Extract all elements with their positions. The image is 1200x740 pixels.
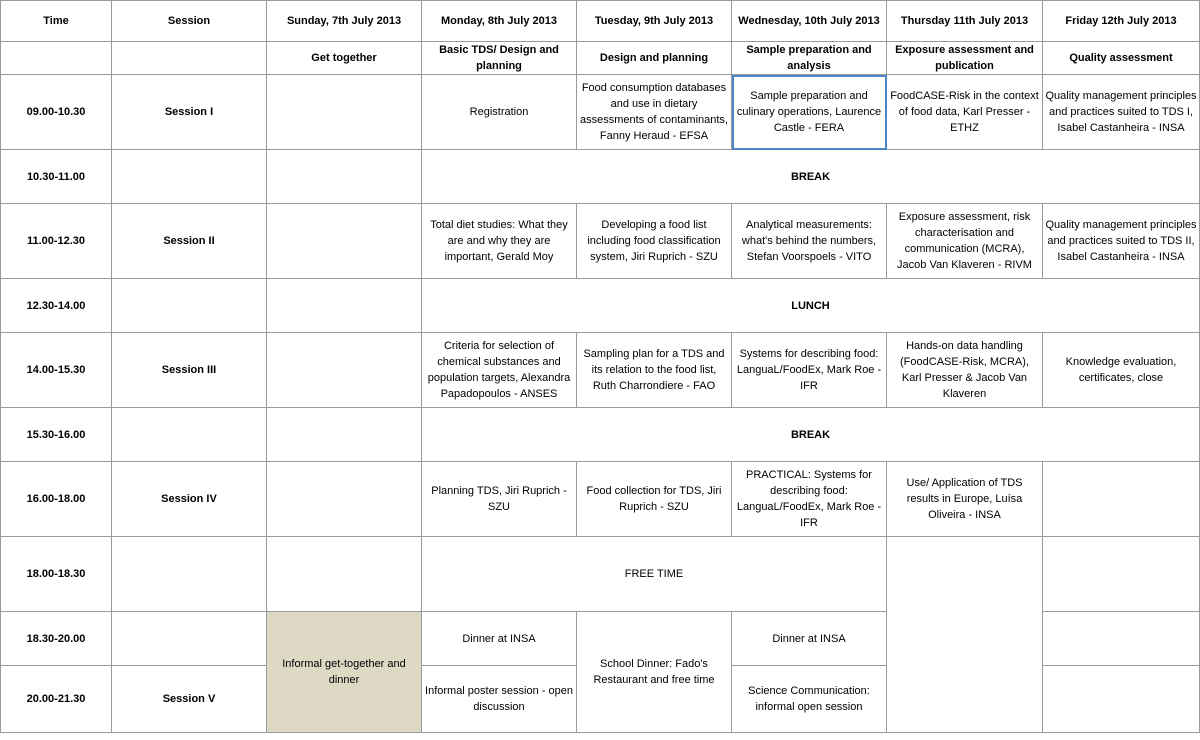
- theme-monday[interactable]: Basic TDS/ Design and planning: [422, 42, 577, 75]
- event-cell[interactable]: Food collection for TDS, Jiri Ruprich - SZU: [577, 462, 732, 537]
- empty-cell[interactable]: [267, 333, 422, 408]
- event-cell[interactable]: Quality management principles and practices suited to TDS I, Isabel Castanheira - INSA: [1043, 75, 1200, 150]
- empty-cell[interactable]: [267, 537, 422, 612]
- header-session[interactable]: Session: [112, 1, 267, 42]
- event-cell[interactable]: Registration: [422, 75, 577, 150]
- theme-wednesday[interactable]: Sample preparation and analysis: [732, 42, 887, 75]
- time-cell[interactable]: 16.00-18.00: [1, 462, 112, 537]
- event-cell[interactable]: Exposure assessment, risk characterisation and communication (MCRA), Jacob Van Klaveren - RIVM: [887, 204, 1043, 279]
- event-cell[interactable]: Informal poster session - open discussion: [422, 666, 577, 733]
- session-cell[interactable]: Session III: [112, 333, 267, 408]
- event-cell[interactable]: Analytical measurements: what's behind the numbers, Stefan Voorspoels - VITO: [732, 204, 887, 279]
- theme-friday[interactable]: Quality assessment: [1043, 42, 1200, 75]
- schedule-row: [1, 150, 1200, 204]
- empty-cell[interactable]: [267, 462, 422, 537]
- event-cell[interactable]: PRACTICAL: Systems for describing food: LanguaL/FoodEx, Mark Roe - IFR: [732, 462, 887, 537]
- empty-cell[interactable]: [112, 612, 267, 666]
- event-cell[interactable]: Developing a food list including food classification system, Jiri Ruprich - SZU: [577, 204, 732, 279]
- header-row: [1, 1, 1200, 42]
- time-cell[interactable]: 12.30-14.00: [1, 279, 112, 333]
- empty-cell[interactable]: [1043, 537, 1200, 612]
- event-cell[interactable]: Criteria for selection of chemical substances and population targets, Alexandra Papadopoulos - ANSES: [422, 333, 577, 408]
- schedule-row: [1, 537, 1200, 612]
- empty-cell[interactable]: [112, 42, 267, 75]
- informal-dinner-cell[interactable]: Informal get-together and dinner: [267, 612, 422, 733]
- theme-thursday[interactable]: Exposure assessment and publication: [887, 42, 1043, 75]
- header-monday[interactable]: Monday, 8th July 2013: [422, 1, 577, 42]
- event-cell[interactable]: Food consumption databases and use in dietary assessments of contaminants, Fanny Heraud - EFSA: [577, 75, 732, 150]
- event-cell[interactable]: Hands-on data handling (FoodCASE-Risk, MCRA), Karl Presser & Jacob Van Klaveren: [887, 333, 1043, 408]
- session-cell[interactable]: Session II: [112, 204, 267, 279]
- header-time[interactable]: Time: [1, 1, 112, 42]
- time-cell[interactable]: 14.00-15.30: [1, 333, 112, 408]
- schedule-row: [1, 279, 1200, 333]
- time-cell[interactable]: 09.00-10.30: [1, 75, 112, 150]
- time-cell[interactable]: 18.30-20.00: [1, 612, 112, 666]
- schedule-row: [1, 408, 1200, 462]
- session-cell[interactable]: Session IV: [112, 462, 267, 537]
- break-cell[interactable]: BREAK: [422, 408, 1200, 462]
- schedule-row: [1, 462, 1200, 537]
- schedule-row: [1, 204, 1200, 279]
- selected-event-cell[interactable]: Sample preparation and culinary operations, Laurence Castle - FERA: [732, 75, 887, 150]
- header-friday[interactable]: Friday 12th July 2013: [1043, 1, 1200, 42]
- event-cell[interactable]: Knowledge evaluation, certificates, close: [1043, 333, 1200, 408]
- event-cell[interactable]: School Dinner: Fado's Restaurant and free time: [577, 612, 732, 733]
- free-time-cell[interactable]: FREE TIME: [422, 537, 887, 612]
- event-cell[interactable]: Science Communication: informal open session: [732, 666, 887, 733]
- event-cell[interactable]: Systems for describing food: LanguaL/FoodEx, Mark Roe - IFR: [732, 333, 887, 408]
- header-wednesday[interactable]: Wednesday, 10th July 2013: [732, 1, 887, 42]
- empty-cell[interactable]: [112, 408, 267, 462]
- empty-cell[interactable]: [112, 279, 267, 333]
- time-cell[interactable]: 11.00-12.30: [1, 204, 112, 279]
- break-cell[interactable]: BREAK: [422, 150, 1200, 204]
- theme-tuesday[interactable]: Design and planning: [577, 42, 732, 75]
- session-cell[interactable]: Session V: [112, 666, 267, 733]
- session-cell[interactable]: Session I: [112, 75, 267, 150]
- event-cell[interactable]: Dinner at INSA: [732, 612, 887, 666]
- empty-cell[interactable]: [1043, 462, 1200, 537]
- empty-cell[interactable]: [267, 279, 422, 333]
- empty-cell[interactable]: [267, 408, 422, 462]
- time-cell[interactable]: 18.00-18.30: [1, 537, 112, 612]
- empty-cell[interactable]: [1043, 666, 1200, 733]
- theme-sunday[interactable]: Get together: [267, 42, 422, 75]
- header-thursday[interactable]: Thursday 11th July 2013: [887, 1, 1043, 42]
- empty-cell[interactable]: [267, 150, 422, 204]
- empty-cell[interactable]: [267, 75, 422, 150]
- empty-cell[interactable]: [1, 42, 112, 75]
- time-cell[interactable]: 15.30-16.00: [1, 408, 112, 462]
- event-cell[interactable]: Use/ Application of TDS results in Europe, Luísa Oliveira - INSA: [887, 462, 1043, 537]
- event-cell[interactable]: Planning TDS, Jiri Ruprich - SZU: [422, 462, 577, 537]
- time-cell[interactable]: 20.00-21.30: [1, 666, 112, 733]
- event-cell[interactable]: Dinner at INSA: [422, 612, 577, 666]
- event-cell[interactable]: Quality management principles and practices suited to TDS II, Isabel Castanheira - INSA: [1043, 204, 1200, 279]
- empty-cell[interactable]: [1043, 612, 1200, 666]
- empty-cell[interactable]: [267, 204, 422, 279]
- schedule-row: [1, 75, 1200, 150]
- empty-cell[interactable]: [112, 537, 267, 612]
- schedule-row: [1, 333, 1200, 408]
- header-tuesday[interactable]: Tuesday, 9th July 2013: [577, 1, 732, 42]
- event-cell[interactable]: FoodCASE-Risk in the context of food data, Karl Presser - ETHZ: [887, 75, 1043, 150]
- empty-cell[interactable]: [112, 150, 267, 204]
- lunch-cell[interactable]: LUNCH: [422, 279, 1200, 333]
- theme-row: [1, 42, 1200, 75]
- event-cell[interactable]: Sampling plan for a TDS and its relation to the food list, Ruth Charrondiere - FAO: [577, 333, 732, 408]
- time-cell[interactable]: 10.30-11.00: [1, 150, 112, 204]
- header-sunday[interactable]: Sunday, 7th July 2013: [267, 1, 422, 42]
- event-cell[interactable]: Total diet studies: What they are and why they are important, Gerald Moy: [422, 204, 577, 279]
- empty-cell[interactable]: [887, 537, 1043, 733]
